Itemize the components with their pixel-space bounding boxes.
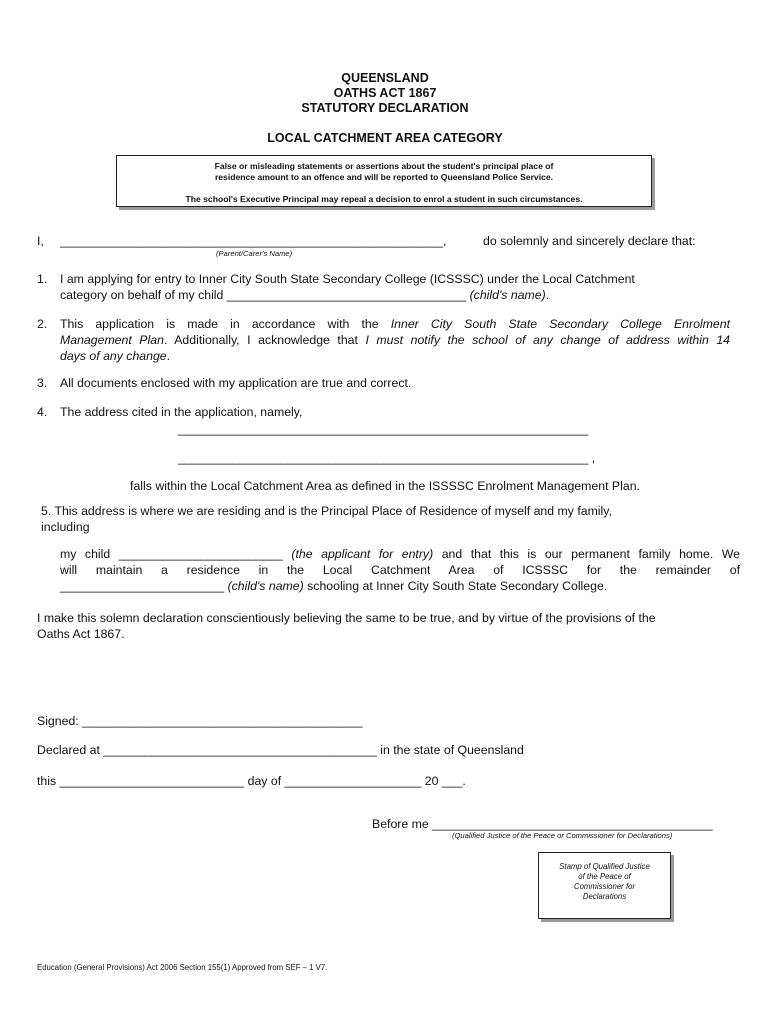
enrolment-plan-title-cont: Management Plan: [60, 333, 164, 347]
item-2-number: 2.: [37, 317, 48, 331]
notice-line-3: The school's Executive Principal may repeal a decision to enrol a student in such circumstances.: [185, 194, 583, 204]
before-me-field[interactable]: Before me _________________________________________: [372, 817, 713, 831]
header-state: QUEENSLAND: [341, 71, 429, 85]
declarant-prefix: I,: [37, 234, 44, 248]
item-2-line-1: [60, 316, 730, 332]
item-2-line-1-text: This application is made in accordance with the: [60, 317, 379, 331]
item-4-conclusion: falls within the Local Catchment Area as defined in the ISSSSC Enrolment Management Plan.: [130, 479, 640, 493]
item-2-line-2-text: . Additionally, I acknowledge that: [163, 333, 358, 347]
item-5-detail-line-2: will maintain a residence in the Local Catchment Area of ICSSSC for the remainder of: [60, 563, 740, 577]
declared-at-state: in the state of Queensland: [380, 743, 524, 757]
declarant-name-field[interactable]: ________________________________________________________,: [60, 234, 447, 248]
item-1-line-2: [60, 287, 549, 303]
item-1-child-field[interactable]: category on behalf of my child ___________________________________: [60, 288, 467, 302]
item-1-line-1: I am applying for entry to Inner City South State Secondary College (ICSSSC) under the Local Catchment: [60, 272, 635, 286]
date-field[interactable]: this ___________________________ day of ____________________ 20 ___.: [37, 774, 466, 788]
item-2-line-2: [60, 332, 730, 348]
applicant-name-field[interactable]: my child ________________________: [60, 547, 283, 561]
address-field-line-2[interactable]: ____________________________________________________________ ,: [178, 451, 596, 465]
item-4-number: 4.: [37, 405, 48, 419]
item-5-detail: [60, 546, 740, 594]
header-act: OATHS ACT 1867: [333, 86, 437, 100]
declarant-suffix: do solemnly and sincerely declare that:: [483, 234, 696, 248]
item-3-number: 3.: [37, 376, 48, 390]
item-1-number: 1.: [37, 272, 48, 286]
child-name-field[interactable]: ________________________: [60, 579, 225, 593]
item-5-detail-line-3-text: schooling at Inner City South State Secondary College.: [307, 579, 608, 593]
signed-field[interactable]: Signed: _________________________________________: [37, 714, 363, 728]
stamp-line-4: Declarations: [582, 892, 627, 901]
item-5-line-1: 5. This address is where we are residing and is the Principal Place of Residence of myself and my family,: [41, 504, 612, 518]
item-1-child-caption: (child's name): [469, 288, 546, 302]
item-2-text: [60, 316, 730, 364]
declared-at-blank[interactable]: Declared at ________________________________________: [37, 743, 377, 757]
item-2-end: .: [166, 349, 171, 363]
applicant-caption: (the applicant for entry): [291, 547, 434, 561]
before-me-caption: (Qualified Justice of the Peace or Commissioner for Declarations): [452, 831, 673, 840]
item-5-detail-line-1-text: and that this is our permanent family home. We: [441, 547, 741, 561]
enrolment-plan-title: Inner City South State Secondary College Enrolment: [390, 317, 730, 331]
header-title: STATUTORY DECLARATION: [301, 101, 469, 115]
child-name-caption: (child's name): [227, 579, 304, 593]
address-field-line-1[interactable]: ____________________________________________________________: [178, 422, 589, 436]
jp-stamp-box: [538, 852, 671, 919]
item-5-line-2: including: [41, 520, 90, 534]
notify-clause: I must notify the school of any change of address within 14: [365, 333, 730, 347]
solemn-line-2: Oaths Act 1867.: [37, 627, 125, 641]
item-3-text: All documents enclosed with my application are true and correct.: [60, 376, 412, 390]
stamp-line-2: of the Peace of: [578, 872, 631, 881]
item-4-text: The address cited in the application, namely,: [60, 405, 303, 419]
declarant-caption: (Parent/Carer's Name): [216, 249, 293, 258]
footer-legislation: Education (General Provisions) Act 2006 Section 155(1) Approved from SEF – 1 V7.: [37, 963, 328, 972]
stamp-line-3: Commissioner for: [573, 882, 636, 891]
item-2-line-3: [60, 348, 730, 364]
notice-line-2: residence amount to an offence and will be reported to Queensland Police Service.: [214, 172, 554, 182]
warning-notice-box: [116, 155, 652, 207]
header-subtitle: LOCAL CATCHMENT AREA CATEGORY: [267, 131, 503, 145]
stamp-line-1: Stamp of Qualified Justice: [559, 862, 650, 871]
item-1-end: .: [545, 288, 550, 302]
item-5-detail-line-1: [60, 546, 740, 562]
declared-at-field[interactable]: [37, 742, 524, 758]
item-5-detail-line-3: [60, 578, 740, 594]
notify-clause-cont: days of any change: [60, 349, 167, 363]
notice-line-1: False or misleading statements or assertions about the student's principal place of: [214, 161, 554, 171]
solemn-line-1: I make this solemn declaration conscientiously believing the same to be true, and by virtue of the provisions of the: [37, 611, 656, 625]
